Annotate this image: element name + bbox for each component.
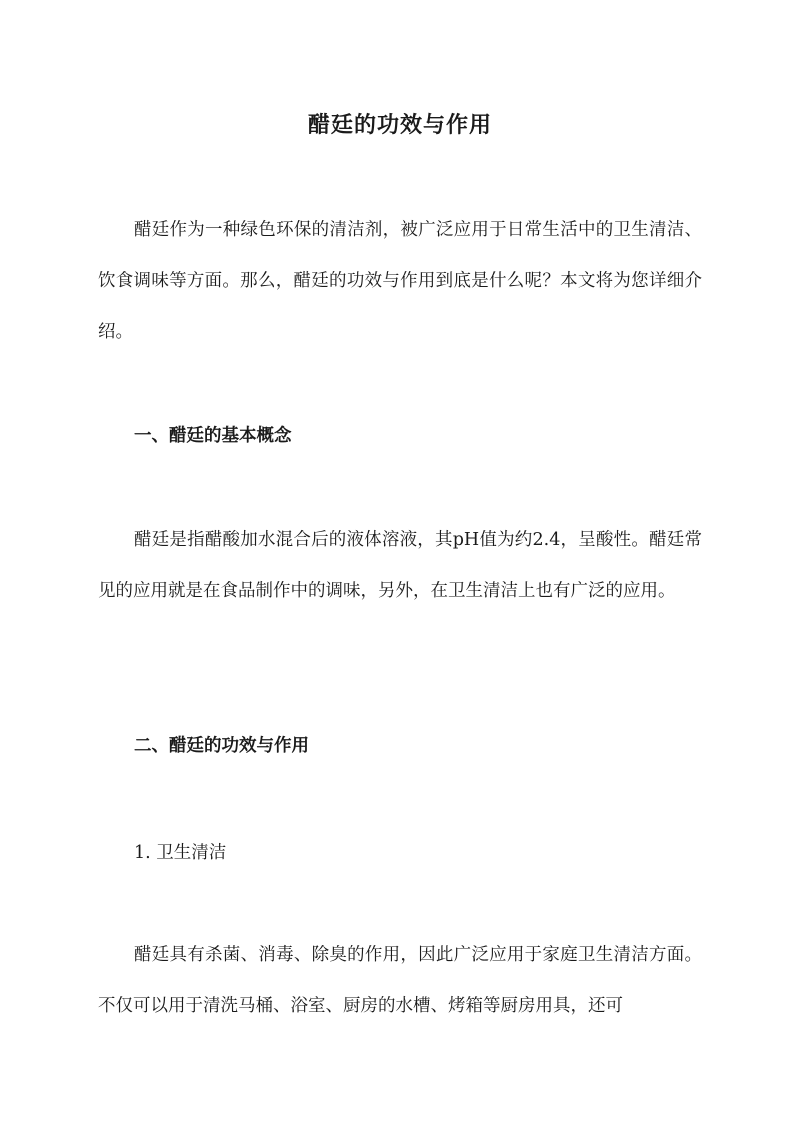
section-1-paragraph: 醋廷是指醋酸加水混合后的液体溶液，其pH值为约2.4，呈酸性。醋廷常见的应用就是在食品制作中的调味，另外，在卫生清洁上也有广泛的应用。 — [98, 530, 702, 601]
section-2-heading: 二、醋廷的功效与作用 — [134, 736, 309, 756]
intro-paragraph: 醋廷作为一种绿色环保的清洁剂，被广泛应用于日常生活中的卫生清洁、饮食调味等方面。那么，醋廷的功效与作用到底是什么呢？本文将为您详细介绍。 — [98, 220, 702, 342]
subsection-1-paragraph: 醋廷具有杀菌、消毒、除臭的作用，因此广泛应用于家庭卫生清洁方面。不仅可以用于清洗马桶、浴室、厨房的水槽、烤箱等厨房用具，还可 — [98, 945, 702, 1016]
subsection-1-heading: 1. 卫生清洁 — [134, 843, 227, 863]
section-1-heading: 一、醋廷的基本概念 — [134, 426, 292, 446]
page-title: 醋廷的功效与作用 — [307, 111, 492, 138]
